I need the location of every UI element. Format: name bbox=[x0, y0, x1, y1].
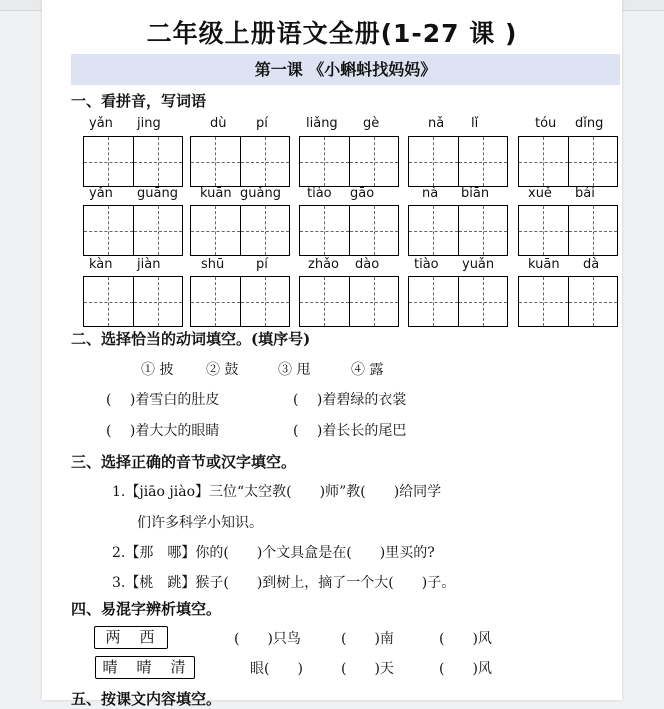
pinyin: bái bbox=[575, 186, 595, 201]
pinyin: pí bbox=[256, 257, 268, 272]
pinyin: yuǎn bbox=[462, 257, 495, 272]
pinyin: gè bbox=[363, 116, 380, 131]
pinyin: yǎn bbox=[89, 116, 113, 131]
writing-grid bbox=[299, 136, 399, 187]
document-page bbox=[42, 0, 622, 708]
verb-option: ② 鼓 bbox=[206, 362, 239, 378]
pinyin: tiào bbox=[414, 257, 439, 272]
writing-grid bbox=[190, 205, 290, 256]
writing-grid bbox=[408, 276, 508, 327]
pinyin: jiàn bbox=[137, 257, 161, 272]
pinyin: dù bbox=[210, 116, 227, 131]
question-item: 2.【那 哪】你的( )个文具盒是在( )里买的? bbox=[112, 545, 435, 561]
document-title: 二年级上册语文全册(1-27 课 ) bbox=[146, 19, 518, 48]
fill-blank-item: ( )南 bbox=[341, 631, 394, 647]
pinyin: jing bbox=[137, 116, 161, 131]
fill-blank-item: ( )着大大的眼睛 bbox=[106, 423, 220, 439]
writing-grid bbox=[190, 276, 290, 327]
fill-blank-item: ( )着碧绿的衣裳 bbox=[293, 392, 407, 408]
fill-blank-item: ( )着雪白的肚皮 bbox=[106, 392, 220, 408]
pinyin: yǎn bbox=[89, 186, 113, 201]
pinyin: kuān bbox=[200, 186, 232, 201]
pinyin: guǎng bbox=[240, 186, 281, 201]
section-3-heading: 三、选择正确的音节或汉字填空。 bbox=[71, 453, 297, 471]
lesson-heading: 第一课 《小蝌蚪找妈妈》 bbox=[71, 54, 620, 85]
writing-grid bbox=[518, 205, 618, 256]
pinyin: kàn bbox=[89, 257, 113, 272]
writing-grid bbox=[408, 205, 508, 256]
writing-grid bbox=[299, 205, 399, 256]
writing-grid bbox=[408, 136, 508, 187]
pinyin: tiào bbox=[307, 186, 332, 201]
question-item: 3.【桃 跳】猴子( )到树上，摘了一个大( )子。 bbox=[112, 575, 456, 591]
pinyin: dào bbox=[355, 257, 380, 272]
fill-blank-item: ( )只鸟 bbox=[234, 631, 301, 647]
verb-option: ③ 甩 bbox=[278, 362, 311, 378]
pinyin: dà bbox=[583, 257, 600, 272]
section-5-heading: 五、按课文内容填空。 bbox=[71, 690, 222, 708]
section-1-heading: 一、看拼音，写词语 bbox=[71, 92, 207, 110]
char-group-box: 两 西 bbox=[94, 626, 168, 649]
pinyin: pí bbox=[256, 116, 268, 131]
writing-grid bbox=[83, 205, 183, 256]
writing-grid bbox=[518, 136, 618, 187]
fill-blank-item: ( )天 bbox=[341, 661, 394, 677]
fill-blank-item: ( )风 bbox=[439, 631, 492, 647]
pinyin: nà bbox=[422, 186, 439, 201]
writing-grid bbox=[518, 276, 618, 327]
writing-grid bbox=[83, 276, 183, 327]
pinyin: zhǎo bbox=[308, 257, 339, 272]
section-4-heading: 四、易混字辨析填空。 bbox=[71, 600, 222, 618]
pinyin: gāo bbox=[350, 186, 375, 201]
writing-grid bbox=[190, 136, 290, 187]
fill-blank-item: ( )风 bbox=[439, 661, 492, 677]
question-item-continuation: 们许多科学小知识。 bbox=[137, 515, 263, 531]
pinyin: tóu bbox=[535, 116, 557, 131]
fill-blank-item: ( )着长长的尾巴 bbox=[293, 423, 407, 439]
verb-option: ④ 露 bbox=[351, 362, 384, 378]
verb-option: ① 披 bbox=[141, 362, 174, 378]
pinyin: kuān bbox=[528, 257, 560, 272]
pinyin: xuě bbox=[528, 186, 552, 201]
pinyin: lǐ bbox=[471, 116, 479, 131]
pinyin: liǎng bbox=[306, 116, 338, 131]
section-2-heading: 二、选择恰当的动词填空。(填序号) bbox=[71, 330, 311, 348]
writing-grid bbox=[299, 276, 399, 327]
pinyin: guāng bbox=[137, 186, 178, 201]
char-group-box: 晴 晴 清 bbox=[95, 656, 195, 679]
question-item: 1.【jiāo jiào】三位“太空教( )师”教( )给同学 bbox=[112, 484, 442, 500]
pinyin: shū bbox=[201, 257, 225, 272]
writing-grid bbox=[83, 136, 183, 187]
pinyin: dǐng bbox=[575, 116, 604, 131]
pinyin: nǎ bbox=[428, 116, 445, 131]
pinyin: biān bbox=[461, 186, 490, 201]
fill-blank-item: 眼( ) bbox=[250, 661, 303, 677]
